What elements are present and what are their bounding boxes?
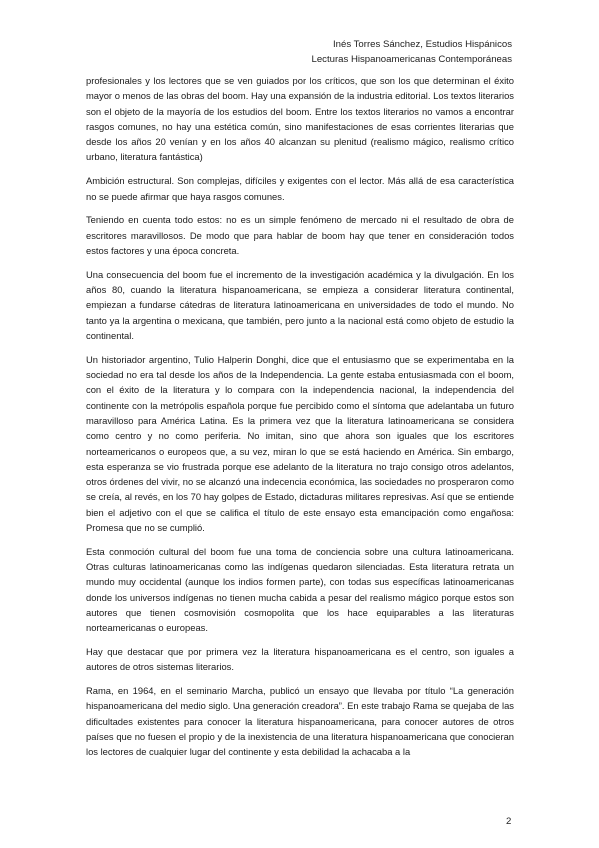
body-text [86,73,514,768]
page-number: 2 [506,816,512,827]
paragraph: Esta conmoción cultural del boom fue una toma de conciencia sobre una cultura latinoamericana. Otras culturas latinoamericanas como las indígenas quedaron silenciadas. Esta literatura retrata un mundo muy occidental (aunque los indios formen parte), con todas sus específicas latinoamericanas donde los universos indígenas no tienen mucha cabida a pesar del realismo mágico porque estos son autores que tienen cosmovisión cosmopolita que los hace equiparables a las literaturas norteamericanas o europeas. [86,545,514,634]
paragraph: Hay que destacar que por primera vez la literatura hispanoamericana es el centro, son iguales a autores de otros sistemas literarios. [86,646,514,673]
paragraph: profesionales y los lectores que se ven guiados por los críticos, que son los que determinan el éxito mayor o menos de las obras del boom. Hay una expansión de la industria editorial. Los textos literarios son el objeto de la mayoría de los estudios del boom. Entre los textos literarios no vamos a encontrar rasgos comunes, no hay una estética común, sino manifestaciones de esas corrientes literarias que desde los años 20 venían y en los años 40 alcanzan su plenitud (realismo mágico, realismo crítico urbano, literatura fantástica) [86,75,514,163]
running-header [311,38,512,67]
paragraph: Un historiador argentino, Tulio Halperin Donghi, dice que el entusiasmo que se experimentaba en la sociedad no era tal desde los años de la Independencia. La gente estaba entusiasmada con el boom, con el éxito de la literatura y lo compara con la independencia nacional, la independencia del continente con la metrópolis española porque fue percibido como el síntoma que adelantaba un futuro maravilloso para América Latina. Es la primera vez que la literatura latinoamericana se considera como centro y no como periferia. No imitan, sino que ahora son iguales que los escritores norteamericanos o europeos que, a su vez, miran lo que se está haciendo en América. Sin embargo, esta esperanza se vio frustrada porque ese adelanto de la literatura no trajo consigo otros adelantos, otros órdenes del vivir, no se alcanzó una indecencia económica, las sociedades no prosperaron como se creía, al revés, en los 70 hay golpes de Estado, dictaduras militares represivas. Así que se entiende bien el adjetivo con el que se califica el título de este ensayo esta emancipación como engañosa: Promesa que no se cumplió. [86,353,514,534]
paragraph: Una consecuencia del boom fue el incremento de la investigación académica y la divulgación. En los años 80, cuando la literatura hispanoamericana, se empieza a considerar literatura continental, empiezan a fundarse cátedras de literatura latinoamericana en universidades de todo el mundo. No tanto ya la argentina o mexicana, que también, pero junto a la nacional está como objeto de estudio la continental. [86,268,514,341]
header-course-line: Lecturas Hispanoamericanas Contemporáneas [311,53,512,65]
paragraph: Ambición estructural. Son complejas, difíciles y exigentes con el lector. Más allá de esa característica no se puede afirmar que haya rasgos comunes. [86,175,514,202]
header-author-line: Inés Torres Sánchez, Estudios Hispánicos [333,39,512,50]
paragraph: Teniendo en cuenta todo estos: no es un simple fenómeno de mercado ni el resultado de obra de escritores maravillosos. De modo que para hablar de boom hay que tener en consideración todos estos factores y una época concreta. [86,214,514,256]
paragraph: Rama, en 1964, en el seminario Marcha, publicó un ensayo que llevaba por título “La generación hispanoamericana del medio siglo. Una generación creadora”. En este trabajo Rama se quejaba de las dificultades existentes para conocer la literatura hispanoamericana, para conocer autores de otros países que no fuesen el propio y de la inexistencia de una literatura hispanoamericana que conocieran los lectores de cualquier lugar del continente y esta debilidad la achacaba a la [86,685,514,758]
